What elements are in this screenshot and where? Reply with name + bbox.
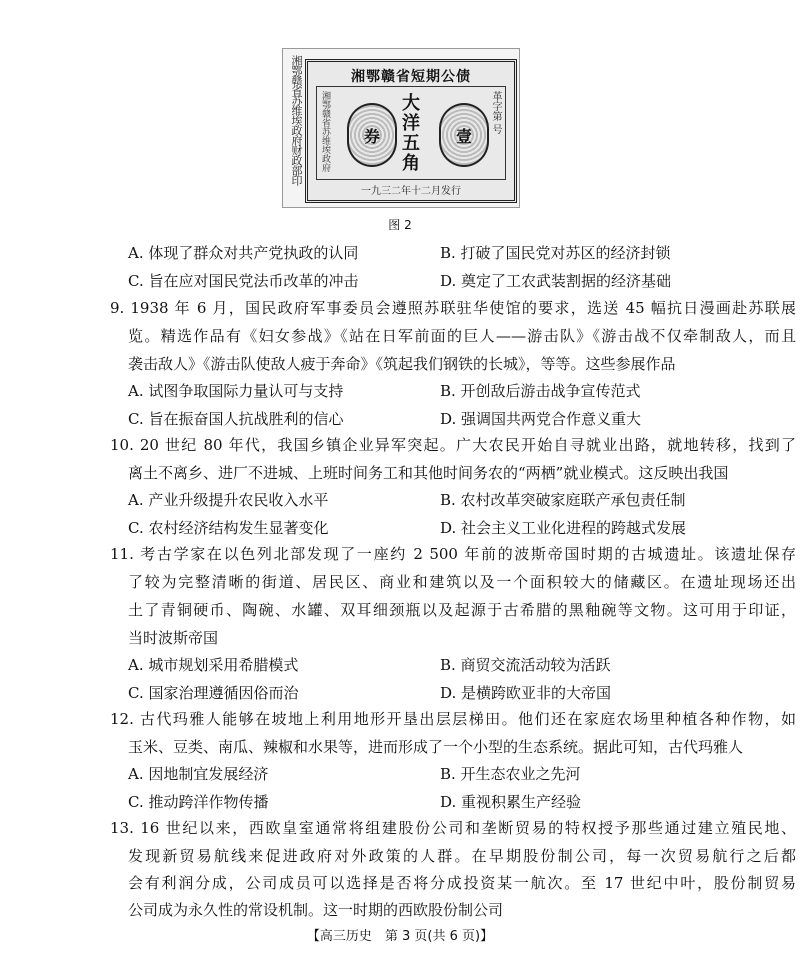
q8-option-a: A. 体现了群众对共产党执政的认同: [128, 244, 359, 262]
q12-stem-line: 12. 古代玛雅人能够在坡地上利用地形开垦出层层梯田。他们还在家庭农场里种植各种作物，如: [110, 710, 796, 728]
q12-option-b: B. 开生态农业之先河: [440, 765, 581, 783]
q13-stem-line: 发现新贸易航线来促进政府对外政策的人群。在早期股份制公司，每一次贸易航行之后都: [128, 847, 796, 865]
q13-stem-line: 13. 16 世纪以来，西欧皇室通常将组建股份公司和垄断贸易的特权授予那些通过建立殖民地、: [110, 819, 796, 837]
q11-stem-line: 当时波斯帝国: [128, 629, 219, 647]
q12-option-a: A. 因地制宜发展经济: [128, 765, 269, 783]
bond-certificate: [305, 59, 517, 203]
q10-option-c: C. 农村经济结构发生显著变化: [128, 519, 329, 537]
bond-issuer-text: 湘鄂赣省苏维埃政府: [320, 91, 330, 172]
side-stamp-text: 湘鄂赣省苏维埃政府财政部印: [290, 55, 303, 185]
q12-stem-line: 玉米、豆类、南瓜、辣椒和水果等，进而形成了一个小型的生态系统。据此可知，古代玛雅人: [128, 738, 744, 756]
q11-option-a: A. 城市规划采用希腊模式: [128, 656, 299, 674]
q10-option-a: A. 产业升级提升农民收入水平: [128, 491, 329, 509]
bond-medallion-right: [439, 103, 489, 167]
q12-option-d: D. 重视积累生产经验: [440, 793, 582, 811]
q11-option-b: B. 商贸交流活动较为活跃: [440, 656, 611, 674]
bond-title: 湘鄂赣省短期公债: [351, 69, 471, 85]
page-footer: 【高三历史 第 3 页(共 6 页)】: [306, 929, 494, 944]
q8-option-c: C. 旨在应对国民党法币改革的冲击: [128, 272, 359, 290]
bond-image: [282, 48, 520, 208]
bond-denomination: 大洋五角: [399, 93, 420, 173]
q11-stem-line: 了较为完整清晰的街道、居民区、商业和建筑以及一个面积较大的储藏区。在遗址现场还出: [128, 573, 796, 591]
q12-option-c: C. 推动跨洋作物传播: [128, 793, 269, 811]
bond-serial: 革字第 号: [490, 91, 501, 135]
q10-option-b: B. 农村改革突破家庭联产承包责任制: [440, 491, 686, 509]
medallion-left-text: 券: [363, 126, 380, 146]
q11-stem-line: 11. 考古学家在以色列北部发现了一座约 2 500 年前的波斯帝国时期的古城遗址。该遗址保存: [110, 545, 796, 563]
q8-option-d: D. 奠定了工农武装割据的经济基础: [440, 272, 672, 290]
bond-date: 一九三二年十二月发行: [361, 186, 461, 197]
q11-option-d: D. 是横跨欧亚非的大帝国: [440, 684, 612, 702]
bond-inner-frame: [316, 86, 506, 180]
q9-option-a: A. 试图争取国际力量认可与支持: [128, 382, 344, 400]
q8-option-b: B. 打破了国民党对苏区的经济封锁: [440, 244, 671, 262]
q9-option-b: B. 开创敌后游击战争宣传范式: [440, 382, 641, 400]
q13-stem-line: 会有利润分成，公司成员可以选择是否将分成投资某一航次。至 17 世纪中叶，股份制贸易: [128, 874, 796, 892]
q11-option-c: C. 国家治理遵循因俗而治: [128, 684, 299, 702]
q10-option-d: D. 社会主义工业化进程的跨越式发展: [440, 519, 687, 537]
q13-stem-line: 公司成为永久性的常设机制。这一时期的西欧股份制公司: [128, 901, 504, 919]
q9-stem-line: 览。精选作品有《妇女参战》《站在日军前面的巨人——游击队》《游击战不仅牵制敌人，而且: [128, 327, 796, 345]
bond-medallion-left: [347, 103, 397, 167]
q9-stem-line: 袭击敌人》《游击队使敌人疲于奔命》《筑起我们钢铁的长城》，等等。这些参展作品: [128, 355, 676, 373]
q9-option-d: D. 强调国共两党合作意义重大: [440, 410, 642, 428]
q10-stem-line: 离土不离乡、进厂不进城、上班时间务工和其他时间务农的“两栖”就业模式。这反映出我国: [128, 464, 729, 482]
medallion-right-text: 壹: [455, 126, 472, 146]
figure-caption: 图 2: [388, 218, 412, 232]
q9-stem-line: 9. 1938 年 6 月，国民政府军事委员会遵照苏联驻华使馆的要求，选送 45 幅抗日漫画赴苏联展: [110, 299, 796, 317]
q9-option-c: C. 旨在振奋国人抗战胜利的信心: [128, 410, 344, 428]
q11-stem-line: 土了青铜硬币、陶碗、水罐、双耳细颈瓶以及起源于古希腊的黑釉碗等文物。这可用于印证，: [128, 601, 796, 619]
q10-stem-line: 10. 20 世纪 80 年代，我国乡镇企业异军突起。广大农民开始自寻就业出路，就地转移，找到了: [110, 436, 796, 454]
